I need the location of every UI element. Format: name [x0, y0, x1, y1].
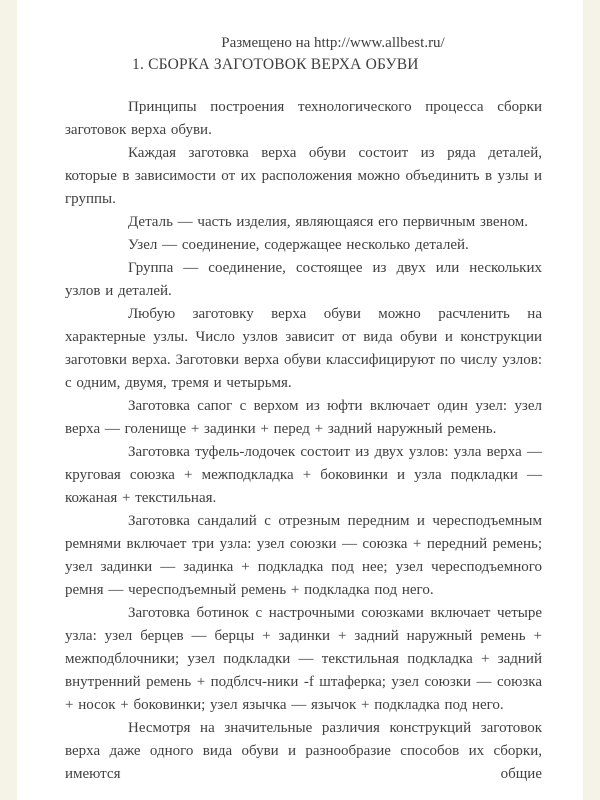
paragraph: Узел — соединение, содержащее несколько деталей. [128, 237, 469, 253]
paragraph: Несмотря на значительные различия конструкций заготовок верха даже одного вида обуви и разнообразие способов их сборки, имеются общие [65, 720, 542, 782]
paragraph: Любую заготовку верха обуви можно расчленить на характерные узлы. Число узлов зависит от вида обуви и конструкции заготовки верха. Заготовки верха обуви классифицируют по числу узлов: с одним, двумя, тремя и четырьмя. [65, 306, 542, 391]
document-page [17, 0, 583, 800]
document-title: 1. СБОРКА ЗАГОТОВОК ВЕРХА ОБУВИ [132, 56, 419, 73]
allbest-hosted-note: Размещено на http://www.allbest.ru/ [221, 35, 445, 51]
paragraph: Заготовка сапог с верхом из юфти включает один узел: узел верха — голенище + задинки + перед + задний наружный ремень. [65, 398, 542, 437]
paragraph: Заготовка ботинок с настрочными союзками включает четыре узла: узел берцев — берцы + задинки + задний наружный ремень + межподблочники; узел подкладки — текстильная подкладка + задний внутренний ремень + подблсч-ники -f штаферка; узел союзки — союзка + носок + боковинки; узел язычка — язычок + подкладка под него. [65, 605, 542, 713]
paragraph: Заготовка сандалий с отрезным передним и чересподъемным ремнями включает три узла: узел союзки — союзка + передний ремень; узел задинки — задинка + подкладка под нее; узел чересподъемного ремня — чересподъемный ремень + подкладка под него. [65, 513, 542, 598]
paragraph: Каждая заготовка верха обуви состоит из ряда деталей, которые в зависимости от их расположения можно объединить в узлы и группы. [65, 145, 542, 207]
paragraph: Заготовка туфель-лодочек состоит из двух узлов: узла верха — круговая союзка + межподкладка + боковинки и узла подкладки — кожаная + текстильная. [65, 444, 542, 506]
paragraph: Принципы построения технологического процесса сборки заготовок верха обуви. [65, 99, 542, 138]
paragraph: Группа — соединение, состоящее из двух или нескольких узлов и деталей. [65, 260, 542, 299]
paragraph: Деталь — часть изделия, являющаяся его первичным звеном. [128, 214, 529, 230]
document-body [65, 96, 542, 786]
